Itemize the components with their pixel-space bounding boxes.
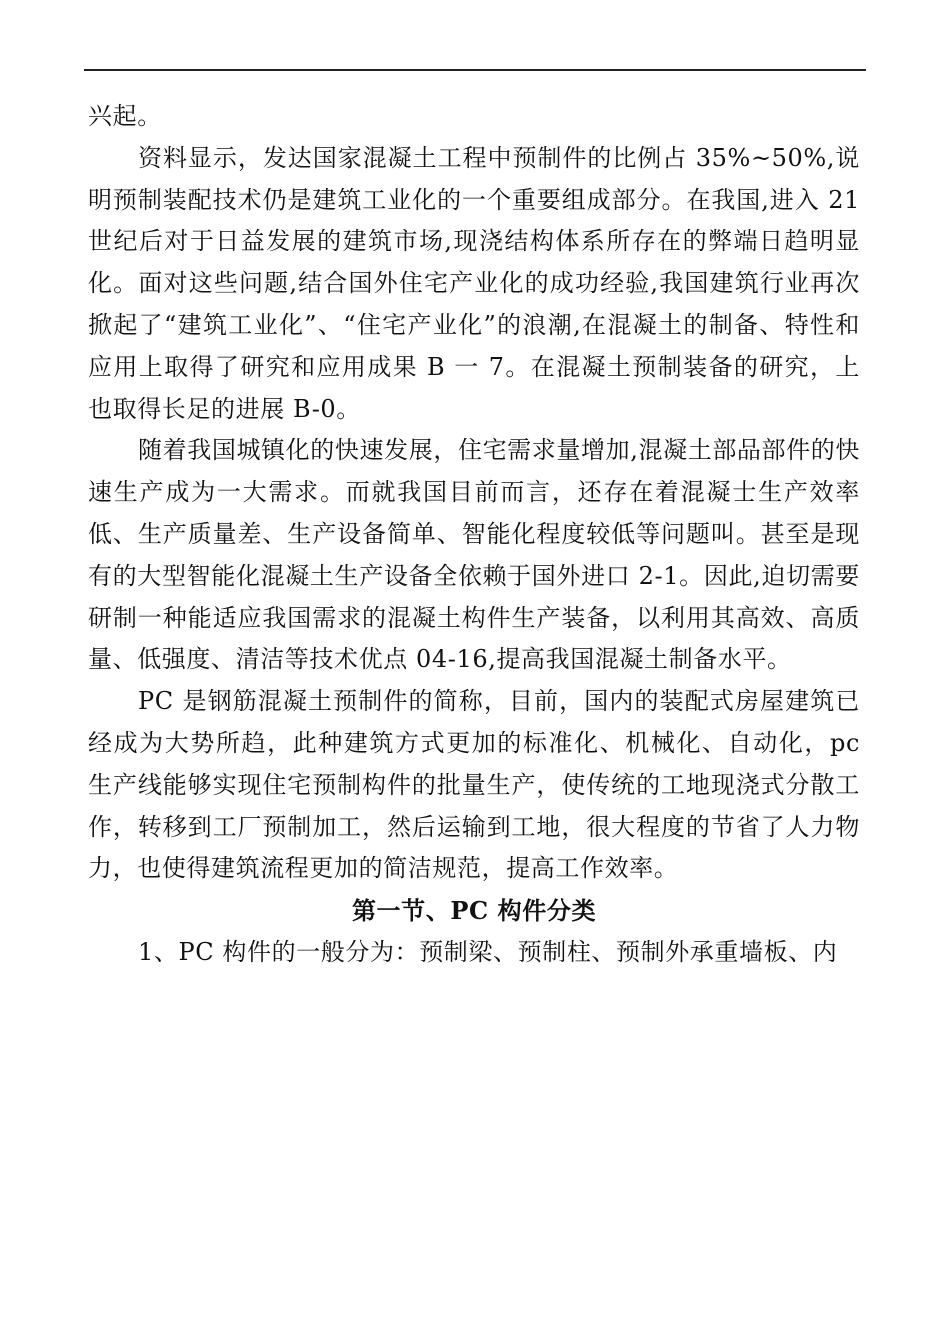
paragraph-prefab-ratio: 资料显示，发达国家混凝土工程中预制件的比例占 35%~50%,说明预制装配技术仍是建筑工业化的一个重要组成部分。在我国,进入 21 世纪后对于日益发展的建筑市场,现浇结构体系所存在的弊端日趋明显化。面对这些问题,结合国外住宅产业化的成功经验,我国建筑行业再次掀起了“建筑工业化”、“住宅产业化”的浪潮,在混凝土的制备、特性和应用上取得了研究和应用成果 B 一 7。在混凝土预制装备的研究，上也取得长足的进展 B-0。 <box>88 143 860 423</box>
section-heading: 第一节、PC 构件分类 <box>351 896 597 926</box>
paragraph-pc-classification: 1、PC 构件的一般分为：预制梁、预制柱、预制外承重墙板、内 <box>138 937 838 966</box>
paragraph-pc-definition: PC 是钢筋混凝土预制件的简称，目前，国内的装配式房屋建筑已经成为大势所趋，此种建筑方式更加的标准化、机械化、自动化，pc 生产线能够实现住宅预制构件的批量生产，使传统的工地现浇式分散工作，转移到工厂预制加工，然后运输到工地，很大程度的节省了人力物力，也使得建筑流程更加的简洁规范，提高工作效率。 <box>88 687 860 883</box>
paragraph-urbanization: 随着我国城镇化的快速发展，住宅需求量增加,混凝土部品部件的快速生产成为一大需求。而就我国目前而言，还存在着混凝士生产效率低、生产质量差、生产设备简单、智能化程度较低等问题叫。甚至是现有的大型智能化混凝土生产设备全依赖于国外进口 2-1。因此,迫切需要研制一种能适应我国需求的混凝土构件生产装备，以利用其高效、高质量、低强度、清洁等技术优点 04-16,提高我国混凝土制备水平。 <box>88 436 860 674</box>
document-body <box>88 96 860 974</box>
paragraph-continuation: 兴起。 <box>88 102 162 130</box>
header-rule <box>84 69 866 71</box>
